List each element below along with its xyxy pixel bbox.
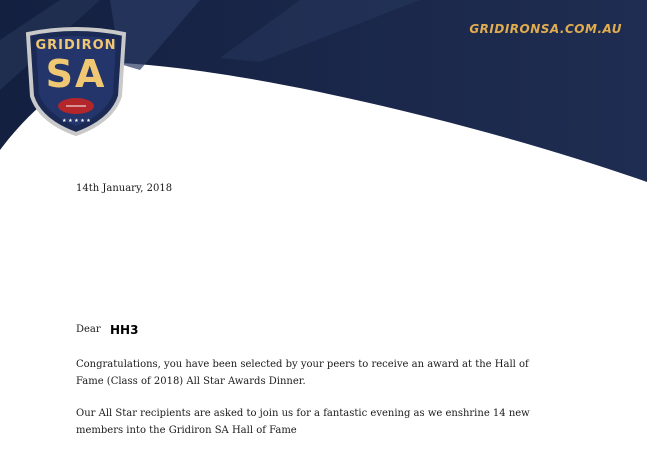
letter-date: 14th January, 2018 [76,183,173,194]
site-url[interactable]: GRIDIRONSA.COM.AU [469,22,622,36]
svg-text:★ ★ ★ ★ ★: ★ ★ ★ ★ ★ [62,118,91,124]
body-paragraph: Congratulations, you have been selected by your peers to receive an award at the Hall of Fame (Class of 2018) All Star Awards Dinner. [76,359,529,387]
recipient-name: HH3 [110,323,139,337]
salutation: Dear [76,324,101,335]
logo-wordmark: GRIDIRON [35,38,117,53]
body-paragraph: Our All Star recipients are asked to join us for a fantastic evening as we enshrine 14 new members into the Gridiron SA Hall of Fame [76,408,530,436]
logo-monogram: SA [45,52,107,96]
gridiron-sa-logo [22,26,130,138]
